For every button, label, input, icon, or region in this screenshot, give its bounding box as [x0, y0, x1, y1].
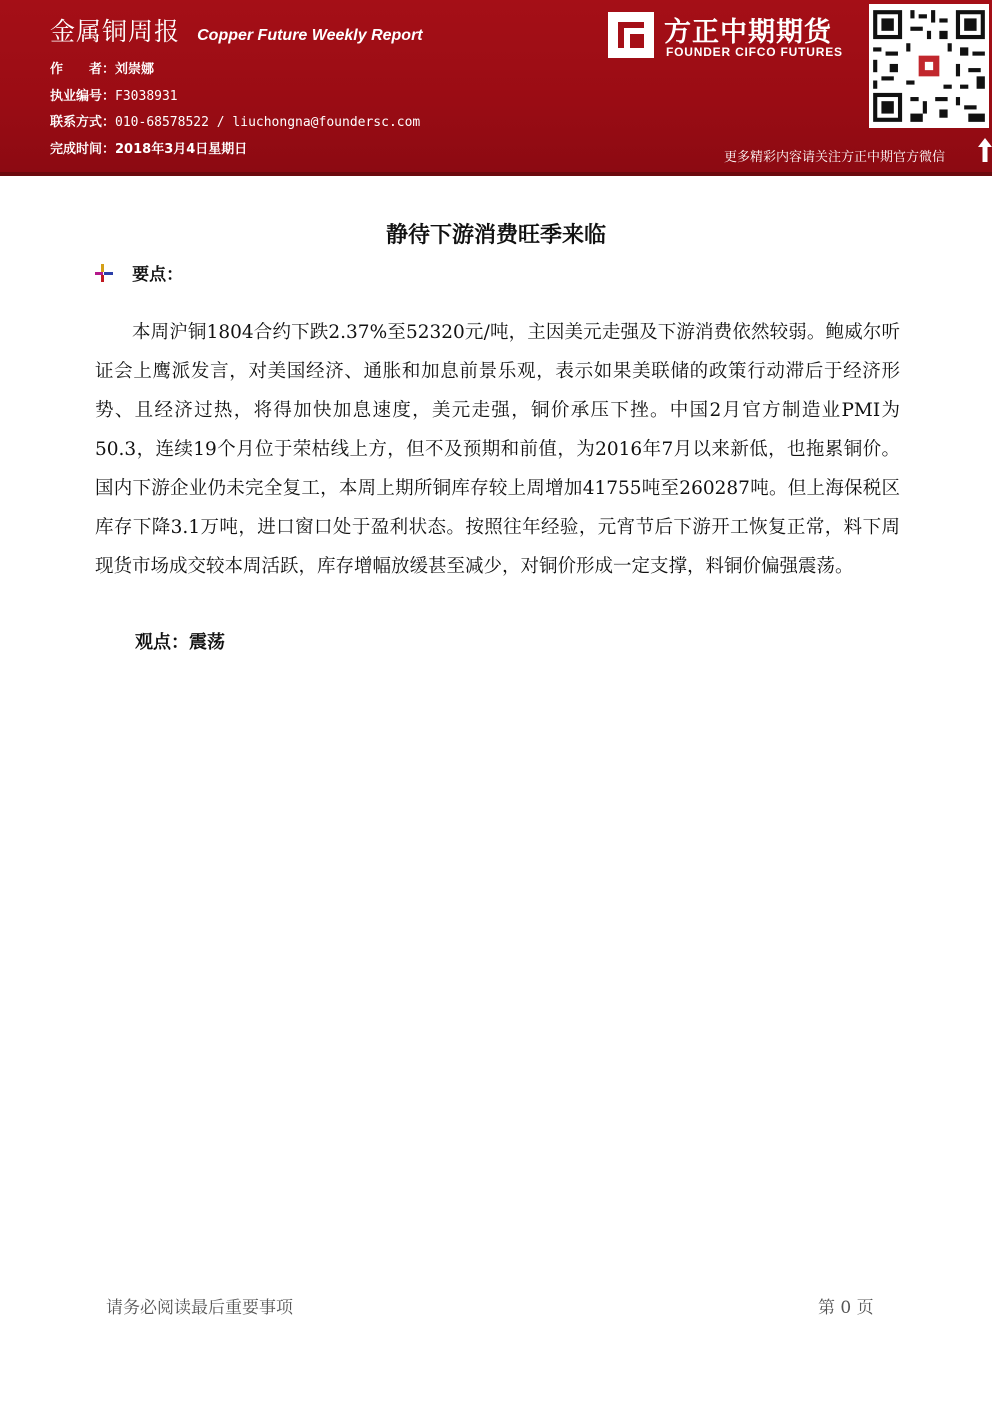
- page-number: 第 0 页: [818, 1298, 874, 1318]
- qr-code-icon: [869, 4, 989, 128]
- follow-wechat-text: 更多精彩内容请关注方正中期官方微信: [724, 150, 946, 165]
- company-name-en: FOUNDER CIFCO FUTURES: [666, 45, 843, 59]
- report-header: [0, 0, 992, 172]
- contact-label: 联系方式：: [50, 115, 116, 130]
- contact-line: [50, 111, 420, 130]
- logo-mark-icon: [608, 12, 654, 58]
- footer-notice: 请务必阅读最后重要事项: [106, 1298, 293, 1318]
- key-points-label: 要点：: [132, 265, 184, 285]
- report-title-row: [50, 12, 423, 48]
- author-line: [50, 58, 154, 77]
- header-divider: [0, 172, 992, 176]
- summary-paragraph: 本周沪铜1804合约下跌2.37%至52320元/吨，主因美元走强及下游消费依然较弱。鲍威尔听证会上鹰派发言，对美国经济、通胀和加息前景乐观，表示如果美联储的政策行动滞后于经济形势、且经济过热，将得加快加息速度，美元走强，铜价承压下挫。中国2月官方制造业PMI为50.3，连续19个月位于荣枯线上方，但不及预期和前值，为2016年7月以来新低，也拖累铜价。国内下游企业仍未完全复工，本周上期所铜库存较上周增加41755吨至260287吨。但上海保税区库存下降3.1万吨，进口窗口处于盈利状态。按照往年经验，元宵节后下游开工恢复正常，料下周现货市场成交较本周活跃，库存增幅放缓甚至减少，对铜价形成一定支撑，料铜价偏强震荡。: [95, 322, 900, 577]
- license-number: F3038931: [115, 89, 178, 104]
- view-value: 震荡: [189, 632, 225, 653]
- author-name: 刘崇娜: [115, 62, 155, 77]
- report-date: 2018年3月4日星期日: [115, 142, 248, 157]
- key-points-heading: [95, 260, 183, 285]
- license-line: [50, 85, 178, 104]
- contact-info: 010-68578522 / liuchongna@foundersc.com: [115, 115, 421, 130]
- view-line: [135, 628, 225, 654]
- report-title-en: Copper Future Weekly Report: [197, 27, 423, 44]
- author-label: 作 者：: [50, 62, 116, 77]
- page-title: 静待下游消费旺季来临: [385, 223, 606, 248]
- company-logo: [608, 10, 863, 62]
- view-label: 观点：: [135, 632, 189, 653]
- date-line: [50, 138, 247, 157]
- date-label: 完成时间：: [50, 142, 116, 157]
- bullet-icon: [95, 264, 113, 282]
- license-label: 执业编号：: [50, 89, 116, 104]
- report-title-cn: 金属铜周报: [50, 17, 181, 46]
- arrow-up-icon: [978, 138, 992, 162]
- company-name-cn: 方正中期期货: [664, 17, 832, 48]
